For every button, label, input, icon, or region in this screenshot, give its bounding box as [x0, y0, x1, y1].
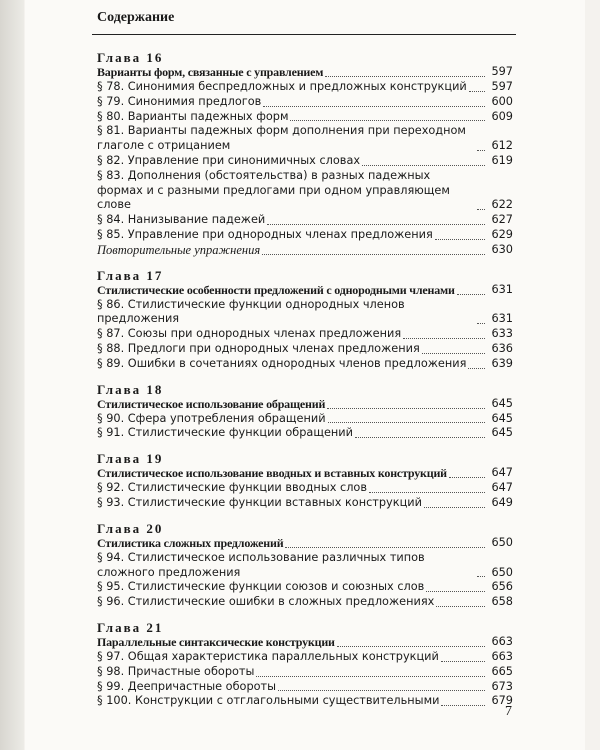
entry-title: § 84. Нанизывание падежей: [97, 213, 266, 227]
dot-leader: [469, 91, 485, 92]
dot-leader: [477, 576, 485, 577]
entry-title: § 99. Деепричастные обороты: [97, 679, 277, 693]
section-row[interactable]: [97, 169, 513, 213]
dot-leader: [290, 120, 485, 121]
section-row[interactable]: [97, 551, 513, 581]
dot-leader: [355, 437, 485, 438]
chapter-title-row[interactable]: [97, 536, 513, 551]
dot-leader: [267, 224, 485, 225]
dot-leader: [449, 477, 485, 478]
entry-title: Стилистические особенности предложений с однородными членами: [97, 282, 455, 297]
dot-leader: [477, 323, 485, 324]
section-row[interactable]: [97, 412, 513, 427]
section-row[interactable]: [97, 426, 513, 441]
entry-page-number: 679: [491, 694, 513, 708]
entry-title: § 80. Варианты падежных форм: [97, 109, 289, 123]
entry-title: Стилистическое использование вводных и вставных конструкций: [97, 466, 447, 481]
dot-leader: [263, 106, 485, 107]
entry-title: § 89. Ошибки в сочетаниях однородных членов предложения: [97, 356, 467, 370]
section-row[interactable]: [97, 650, 513, 665]
chapter-title-row[interactable]: [97, 466, 513, 481]
chapter-label: Глава 20: [97, 520, 164, 536]
dot-leader: [285, 547, 485, 548]
chapter-block: [97, 521, 513, 610]
section-row[interactable]: [97, 580, 513, 595]
entry-title: § 95. Стилистические функции союзов и союзных слов: [97, 580, 425, 594]
entry-page-number: 658: [491, 595, 513, 609]
entry-page-number: 663: [491, 649, 513, 663]
page-edge: [0, 0, 24, 750]
entry-title: § 83. Дополнения (обстоятельства) в разных падежных формах и с разными предлогами при одном управляющем слове: [97, 168, 450, 212]
entry-title: § 98. Причастные обороты: [97, 664, 255, 678]
dot-leader: [327, 408, 485, 409]
chapter-label: Глава 19: [97, 451, 164, 467]
entry-title: § 86. Стилистические функции однородных членов предложения: [97, 297, 405, 326]
entry-page-number: 622: [491, 198, 513, 212]
dot-leader: [477, 150, 485, 151]
section-row[interactable]: [97, 680, 513, 695]
dot-leader: [435, 239, 485, 240]
dot-leader: [441, 661, 485, 662]
entry-title: § 85. Управление при однородных членах предложения: [97, 227, 433, 241]
entry-page-number: 627: [491, 213, 513, 227]
section-row[interactable]: [97, 298, 513, 328]
section-row[interactable]: [97, 595, 513, 610]
entry-title: § 97. Общая характеристика параллельных конструкций: [97, 649, 439, 663]
section-row[interactable]: [97, 694, 513, 709]
chapter-label: Глава 17: [97, 267, 164, 283]
chapter-block: [97, 382, 513, 442]
entry-title: § 87. Союзы при однородных членах предложения: [97, 327, 402, 341]
entry-title: Повторительные упражнения: [97, 242, 261, 257]
section-row[interactable]: [97, 665, 513, 680]
entry-title: § 96. Стилистические ошибки в сложных предложениях: [97, 595, 435, 609]
entry-title: § 92. Стилистические функции вводных слов: [97, 481, 367, 495]
entry-page-number: 645: [491, 396, 513, 410]
dot-leader: [424, 507, 485, 508]
entry-title: Параллельные синтаксические конструкции: [97, 634, 335, 649]
entry-page-number: 631: [491, 312, 513, 326]
dot-leader: [362, 165, 485, 166]
entry-page-number: 645: [491, 411, 513, 425]
entry-title: § 100. Конструкции с отглагольными существительными: [97, 694, 440, 708]
chapter-block: [97, 620, 513, 709]
dot-leader: [262, 254, 485, 255]
dot-leader: [256, 676, 485, 677]
chapter-block: [97, 50, 513, 258]
entry-page-number: 629: [491, 227, 513, 241]
dot-leader: [328, 422, 485, 423]
chapter-title-row[interactable]: [97, 283, 513, 298]
chapter-label: Глава 18: [97, 381, 164, 397]
dot-leader: [422, 353, 485, 354]
chapter-title-row[interactable]: [97, 635, 513, 650]
entry-page-number: 619: [491, 153, 513, 167]
entry-page-number: 636: [491, 341, 513, 355]
entry-page-number: 631: [491, 282, 513, 296]
dot-leader: [468, 368, 485, 369]
chapter-block: [97, 451, 513, 511]
entry-title: § 88. Предлоги при однородных членах предложения: [97, 341, 420, 355]
entry-page-number: 597: [491, 80, 513, 93]
entry-page-number: 612: [491, 139, 513, 153]
exercises-row[interactable]: [97, 243, 513, 258]
dot-leader: [457, 294, 485, 295]
entry-page-number: 630: [491, 242, 513, 256]
chapter-label: Глава 16: [97, 50, 164, 65]
dot-leader: [436, 606, 485, 607]
entry-title: § 81. Варианты падежных форм дополнения при переходном глаголе с отрицанием: [97, 124, 466, 153]
entry-page-number: 647: [491, 466, 513, 480]
entry-page-number: 633: [491, 327, 513, 341]
entry-title: § 91. Стилистические функции обращений: [97, 426, 353, 440]
running-head: Содержание: [97, 10, 175, 25]
entry-page-number: 609: [491, 109, 513, 123]
entry-title: Стилистическое использование обращений: [97, 396, 326, 411]
chapter-block: [97, 268, 513, 372]
entry-page-number: 663: [491, 635, 513, 649]
entry-title: § 93. Стилистические функции вставных конструкций: [97, 495, 422, 509]
entry-title: § 78. Синонимия беспредложных и предложных конструкций: [97, 80, 467, 93]
entry-title: § 79. Синонимия предлогов: [97, 94, 262, 108]
section-row[interactable]: [97, 357, 513, 372]
section-row[interactable]: [97, 327, 513, 342]
dot-leader: [426, 591, 485, 592]
entry-page-number: 650: [491, 565, 513, 579]
entry-page-number: 656: [491, 580, 513, 594]
section-row[interactable]: [97, 110, 513, 125]
table-of-contents: [97, 50, 513, 719]
entry-page-number: 645: [491, 426, 513, 440]
dot-leader: [278, 690, 485, 691]
entry-page-number: 639: [491, 356, 513, 370]
dot-leader: [325, 76, 485, 77]
section-row[interactable]: [97, 213, 513, 228]
dot-leader: [403, 338, 485, 339]
section-row[interactable]: [97, 496, 513, 511]
entry-page-number: 673: [491, 679, 513, 693]
entry-page-number: 649: [491, 495, 513, 509]
entry-page-number: 650: [491, 535, 513, 549]
chapter-label: Глава 21: [97, 619, 164, 635]
entry-page-number: 597: [491, 65, 513, 79]
entry-title: § 94. Стилистическое использование различных типов сложного предложения: [97, 550, 425, 579]
entry-title: Стилистика сложных предложений: [97, 535, 284, 550]
section-row[interactable]: [97, 80, 513, 95]
entry-page-number: 647: [491, 481, 513, 495]
section-row[interactable]: [97, 481, 513, 496]
dot-leader: [337, 646, 485, 647]
section-row[interactable]: [97, 124, 513, 154]
chapter-title-row[interactable]: [97, 65, 513, 80]
dot-leader: [369, 492, 485, 493]
dot-leader: [477, 209, 485, 210]
entry-title: § 82. Управление при синонимичных словах: [97, 153, 361, 167]
section-row[interactable]: [97, 154, 513, 169]
entry-title: § 90. Сфера употребления обращений: [97, 411, 326, 425]
section-row[interactable]: [97, 342, 513, 357]
section-row[interactable]: [97, 228, 513, 243]
chapter-title-row[interactable]: [97, 397, 513, 412]
entry-title: Варианты форм, связанные с управлением: [97, 65, 324, 79]
section-row[interactable]: [97, 95, 513, 110]
dot-leader: [441, 705, 485, 706]
header-rule: [92, 34, 516, 35]
page-number: 7: [505, 704, 512, 719]
entry-page-number: 600: [491, 94, 513, 108]
entry-page-number: 665: [491, 664, 513, 678]
